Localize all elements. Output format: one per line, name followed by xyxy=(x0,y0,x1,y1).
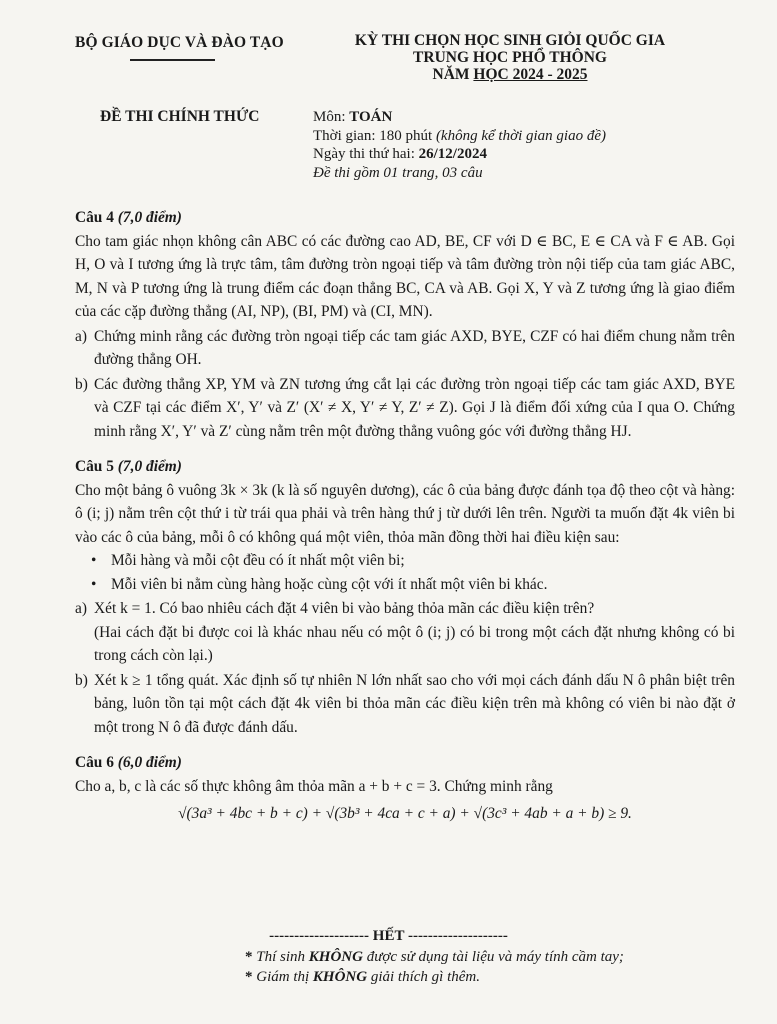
q4-title-text: Câu 4 xyxy=(75,209,114,226)
note2-pre: Giám thị xyxy=(252,969,313,985)
condition-text: Mỗi hàng và mỗi cột đều có ít nhất một viên bi; xyxy=(111,552,405,569)
q5-b-text: Xét k ≥ 1 tổng quát. Xác định số tự nhiên N lớn nhất sao cho với mọi cách đánh dấu N ô phân biệt trên bảng, luôn tồn tại một cách đặt 4k viên bi thỏa mãn các điều kiện trên mà không có viên bi nào đặt ở một trong N ô đã được đánh dấu. xyxy=(94,671,735,736)
ministry-header xyxy=(75,34,325,61)
exam-meta xyxy=(313,108,606,182)
year-prefix: NĂM xyxy=(432,66,474,83)
list-item xyxy=(75,573,735,597)
day-label: Ngày thi thứ hai: xyxy=(313,146,419,162)
exam-year xyxy=(330,66,690,83)
subject-line xyxy=(313,108,606,127)
time-line xyxy=(313,127,606,146)
q5-part-b xyxy=(75,669,735,740)
ministry-name: BỘ GIÁO DỤC VÀ ĐÀO TẠO xyxy=(75,34,284,51)
q5-b-label: b) xyxy=(75,671,88,689)
time-label: Thời gian: 180 phút xyxy=(313,127,436,144)
note-1 xyxy=(245,947,624,967)
q5-a-note: (Hai cách đặt bi được coi là khác nhau nếu có một ô (i; j) có bi trong một cách đặt nhưng không có bi trong cách còn lại.) xyxy=(94,623,735,664)
q4-part-b xyxy=(75,373,735,444)
day-value: 26/12/2024 xyxy=(418,146,487,162)
year-rest: HỌC 2024 - 2025 xyxy=(473,66,588,83)
q4-a-label: a) xyxy=(75,327,87,345)
spacer xyxy=(75,443,735,455)
footer-notes xyxy=(245,947,624,987)
q4-b-label: b) xyxy=(75,375,88,393)
exam-title-line1: KỲ THI CHỌN HỌC SINH GIỎI QUỐC GIA xyxy=(354,32,666,49)
question-6-title xyxy=(75,751,735,775)
question-4-title xyxy=(75,206,735,230)
question-5 xyxy=(75,455,735,739)
subject-value: TOÁN xyxy=(349,109,393,125)
exam-title-line2: TRUNG HỌC PHỔ THÔNG xyxy=(413,49,607,66)
q6-title-text: Câu 6 xyxy=(75,754,114,771)
q5-part-a xyxy=(75,597,735,668)
q5-a-text: Xét k = 1. Có bao nhiêu cách đặt 4 viên bi vào bảng thỏa mãn các điều kiện trên? xyxy=(94,600,595,617)
condition-text: Mỗi viên bi nằm cùng hàng hoặc cùng cột với ít nhất một viên bi khác. xyxy=(111,575,548,593)
q4-a-text: Chứng minh rằng các đường tròn ngoại tiếp các tam giác AXD, BYE, CZF có hai điểm chung nằm trên đường thẳng OH. xyxy=(94,327,735,368)
note1-bold: KHÔNG xyxy=(308,949,363,965)
question-6 xyxy=(75,751,735,826)
q5-body: Cho một bảng ô vuông 3k × 3k (k là số nguyên dương), các ô của bảng được đánh tọa độ theo cột và hàng: ô (i; j) nằm trên cột thứ i từ trái qua phải và trên hàng thứ j từ dưới lên trên. Người ta muốn đặt 4k viên bi vào các ô của bảng, mỗi ô có không quá một viên, thỏa mãn đồng thời hai điều kiện sau: xyxy=(75,481,735,546)
bullet-icon: • xyxy=(91,575,97,593)
q4-points: (7,0 điểm) xyxy=(117,209,182,226)
note2-post: giải thích gì thêm. xyxy=(367,969,480,985)
header-divider xyxy=(130,59,215,61)
q5-a-label: a) xyxy=(75,600,87,617)
day-line xyxy=(313,145,606,164)
star-icon: * xyxy=(245,949,253,965)
q4-body: Cho tam giác nhọn không cân ABC có các đường cao AD, BE, CF với D ∈ BC, E ∈ CA và F ∈ AB. Gọi H, O và I tương ứng là trực tâm, tâm đường tròn ngoại tiếp và tâm đường tròn nội tiếp của tam giác ABC, M, N và P tương ứng là trung điểm các đoạn thẳng BC, CA và AB. Gọi X, Y và Z tương ứng là giao điểm của các cặp đường thẳng (AI, NP), (BI, PM) và (CI, MN). xyxy=(75,232,735,320)
q4-part-a xyxy=(75,325,735,372)
q6-points: (6,0 điểm) xyxy=(117,754,182,771)
note-2 xyxy=(245,967,624,987)
note1-post: được sử dụng tài liệu và máy tính cầm tay; xyxy=(362,949,624,965)
question-5-title xyxy=(75,455,735,479)
q5-conditions xyxy=(75,549,735,596)
list-item xyxy=(75,549,735,573)
subject-label: Môn: xyxy=(313,109,350,125)
spacer xyxy=(75,739,735,751)
note1-pre: Thí sinh xyxy=(252,949,309,965)
q5-a-block xyxy=(94,597,735,668)
q5-points: (7,0 điểm) xyxy=(117,458,182,475)
q5-title-text: Câu 5 xyxy=(75,458,114,475)
exam-header xyxy=(330,32,690,83)
star-icon: * xyxy=(245,969,253,985)
q6-body: Cho a, b, c là các số thực không âm thỏa mãn a + b + c = 3. Chứng minh rằng xyxy=(75,777,553,795)
end-marker: -------------------- HẾT -------------------- xyxy=(269,928,508,944)
exam-content xyxy=(75,206,735,826)
bullet-icon: • xyxy=(91,552,97,569)
question-4 xyxy=(75,206,735,443)
time-note: (không kể thời gian giao đề) xyxy=(435,127,606,144)
q4-b-text: Các đường thẳng XP, YM và ZN tương ứng cắt lại các đường tròn ngoại tiếp các tam giác AXD, BYE và CZF tại các điểm X′, Y′ và Z′ (X′ ≠ X, Y′ ≠ Y, Z′ ≠ Z). Gọi J là điểm đối xứng của I qua O. Chứng minh rằng X′, Y′ và Z′ cùng nằm trên một đường thẳng vuông góc với đường thẳng HJ. xyxy=(94,375,735,440)
official-label: ĐỀ THI CHÍNH THỨC xyxy=(100,108,260,125)
pages-line: Đề thi gồm 01 trang, 03 câu xyxy=(313,164,483,181)
note2-bold: KHÔNG xyxy=(312,969,368,985)
q6-inequality: √(3a³ + 4bc + b + c) + √(3b³ + 4ca + c + a) + √(3c³ + 4ab + a + b) ≥ 9. xyxy=(178,805,632,822)
